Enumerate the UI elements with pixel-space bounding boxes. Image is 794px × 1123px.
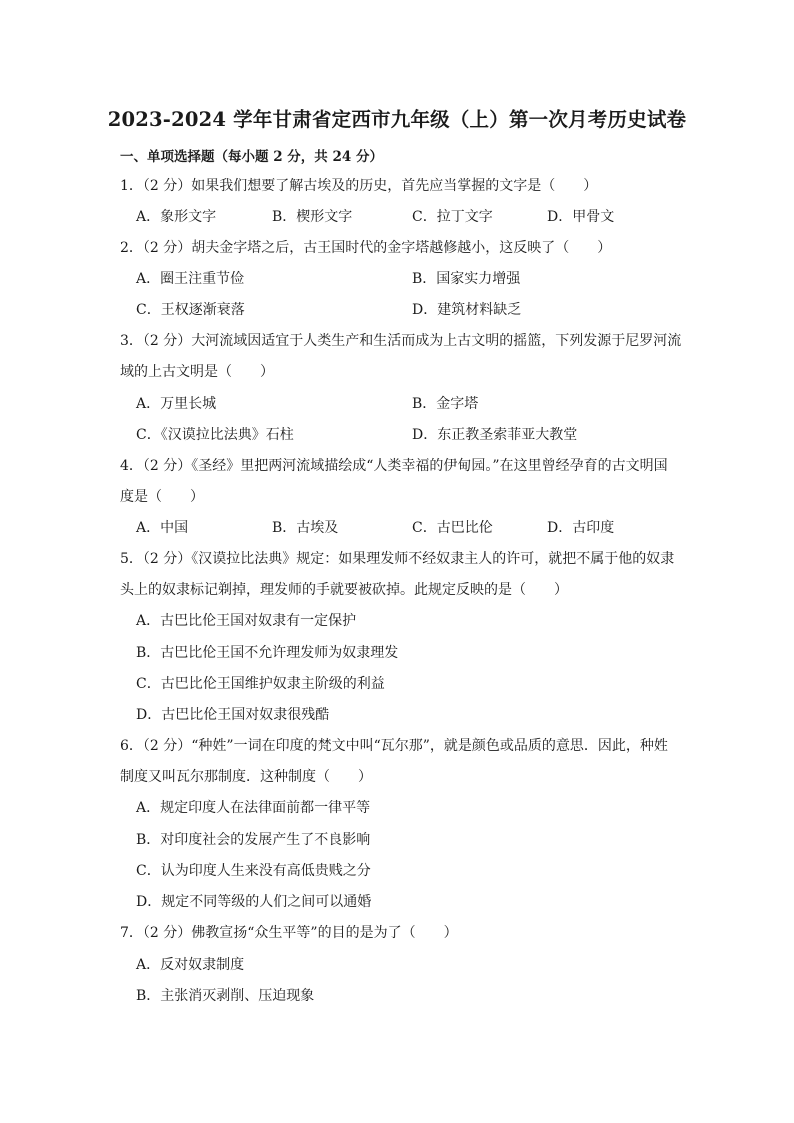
question-7-stem: 7．（2 分）佛教宣扬“众生平等”的目的是为了（ ） <box>120 925 458 941</box>
question-4-option-b: B．古埃及 <box>272 520 339 536</box>
question-4-option-a: A．中国 <box>136 520 189 536</box>
question-6-stem-line-1: 6．（2 分）“种姓”一词在印度的梵文中叫“瓦尔那”，就是颜色或品质的意思．因此，种姓 <box>120 738 668 754</box>
question-6-option-d: D．规定不同等级的人们之间可以通婚 <box>136 894 372 910</box>
question-3-option-a: A．万里长城 <box>136 396 217 412</box>
question-3-option-d: D．东正教圣索菲亚大教堂 <box>412 427 578 443</box>
exam-title: 2023-2024 学年甘肃省定西市九年级（上）第一次月考历史试卷 <box>107 108 687 131</box>
question-1-option-a: A．象形文字 <box>136 209 217 225</box>
question-6-option-c: C．认为印度人生来没有高低贵贱之分 <box>136 863 371 879</box>
question-3-option-b: B．金字塔 <box>412 396 479 412</box>
question-4-option-d: D．古印度 <box>547 520 615 536</box>
question-6-stem-line-2: 制度又叫瓦尔那制度．这种制度（ ） <box>120 769 372 785</box>
question-5-option-a: A．古巴比伦王国对奴隶有一定保护 <box>136 613 357 629</box>
question-1-option-b: B．楔形文字 <box>272 209 353 225</box>
question-3-option-c: C．《汉谟拉比法典》石柱 <box>136 427 294 443</box>
question-2-option-b: B．国家实力增强 <box>412 271 521 287</box>
question-1-option-c: C．拉丁文字 <box>412 209 493 225</box>
question-2-stem: 2．（2 分）胡夫金字塔之后，古王国时代的金字塔越修越小，这反映了（ ） <box>120 240 612 256</box>
question-2-option-d: D．建筑材料缺乏 <box>412 302 522 318</box>
question-3-stem-line-1: 3．（2 分）大河流域因适宜于人类生产和生活而成为上古文明的摇篮，下列发源于尼罗河流 <box>120 333 682 349</box>
question-7-option-a: A．反对奴隶制度 <box>136 957 245 973</box>
question-6-option-b: B．对印度社会的发展产生了不良影响 <box>136 832 371 848</box>
question-1-option-d: D．甲骨文 <box>547 209 615 225</box>
question-5-stem-line-2: 头上的奴隶标记剃掉，理发师的手就要被砍掉。此规定反映的是（ ） <box>120 582 568 598</box>
question-4-stem-line-2: 度是（ ） <box>120 489 204 505</box>
question-3-stem-line-2: 域的上古文明是（ ） <box>120 364 274 380</box>
question-2-option-c: C．王权逐渐衰落 <box>136 302 245 318</box>
question-2-option-a: A．圈王注重节俭 <box>136 271 245 287</box>
question-5-stem-line-1: 5．（2 分）《汉谟拉比法典》规定：如果理发师不经奴隶主人的许可，就把不属于他的奴隶 <box>120 551 675 567</box>
question-7-option-b: B．主张消灭剥削、压迫现象 <box>136 988 315 1004</box>
question-1-stem: 1．（2 分）如果我们想要了解古埃及的历史，首先应当掌握的文字是（ ） <box>120 178 598 194</box>
question-6-option-a: A．规定印度人在法律面前都一律平等 <box>136 800 371 816</box>
question-4-option-c: C．古巴比伦 <box>412 520 493 536</box>
question-5-option-c: C．古巴比伦王国维护奴隶主阶级的利益 <box>136 676 385 692</box>
question-4-stem-line-1: 4．（2 分）《圣经》里把两河流域描绘成“人类幸福的伊甸园。”在这里曾经孕育的古文明国 <box>120 458 668 474</box>
section-heading: 一、单项选择题（每小题 2 分，共 24 分） <box>120 149 383 165</box>
question-5-option-b: B．古巴比伦王国不允许理发师为奴隶理发 <box>136 645 399 661</box>
question-5-option-d: D．古巴比伦王国对奴隶很残酷 <box>136 707 330 723</box>
